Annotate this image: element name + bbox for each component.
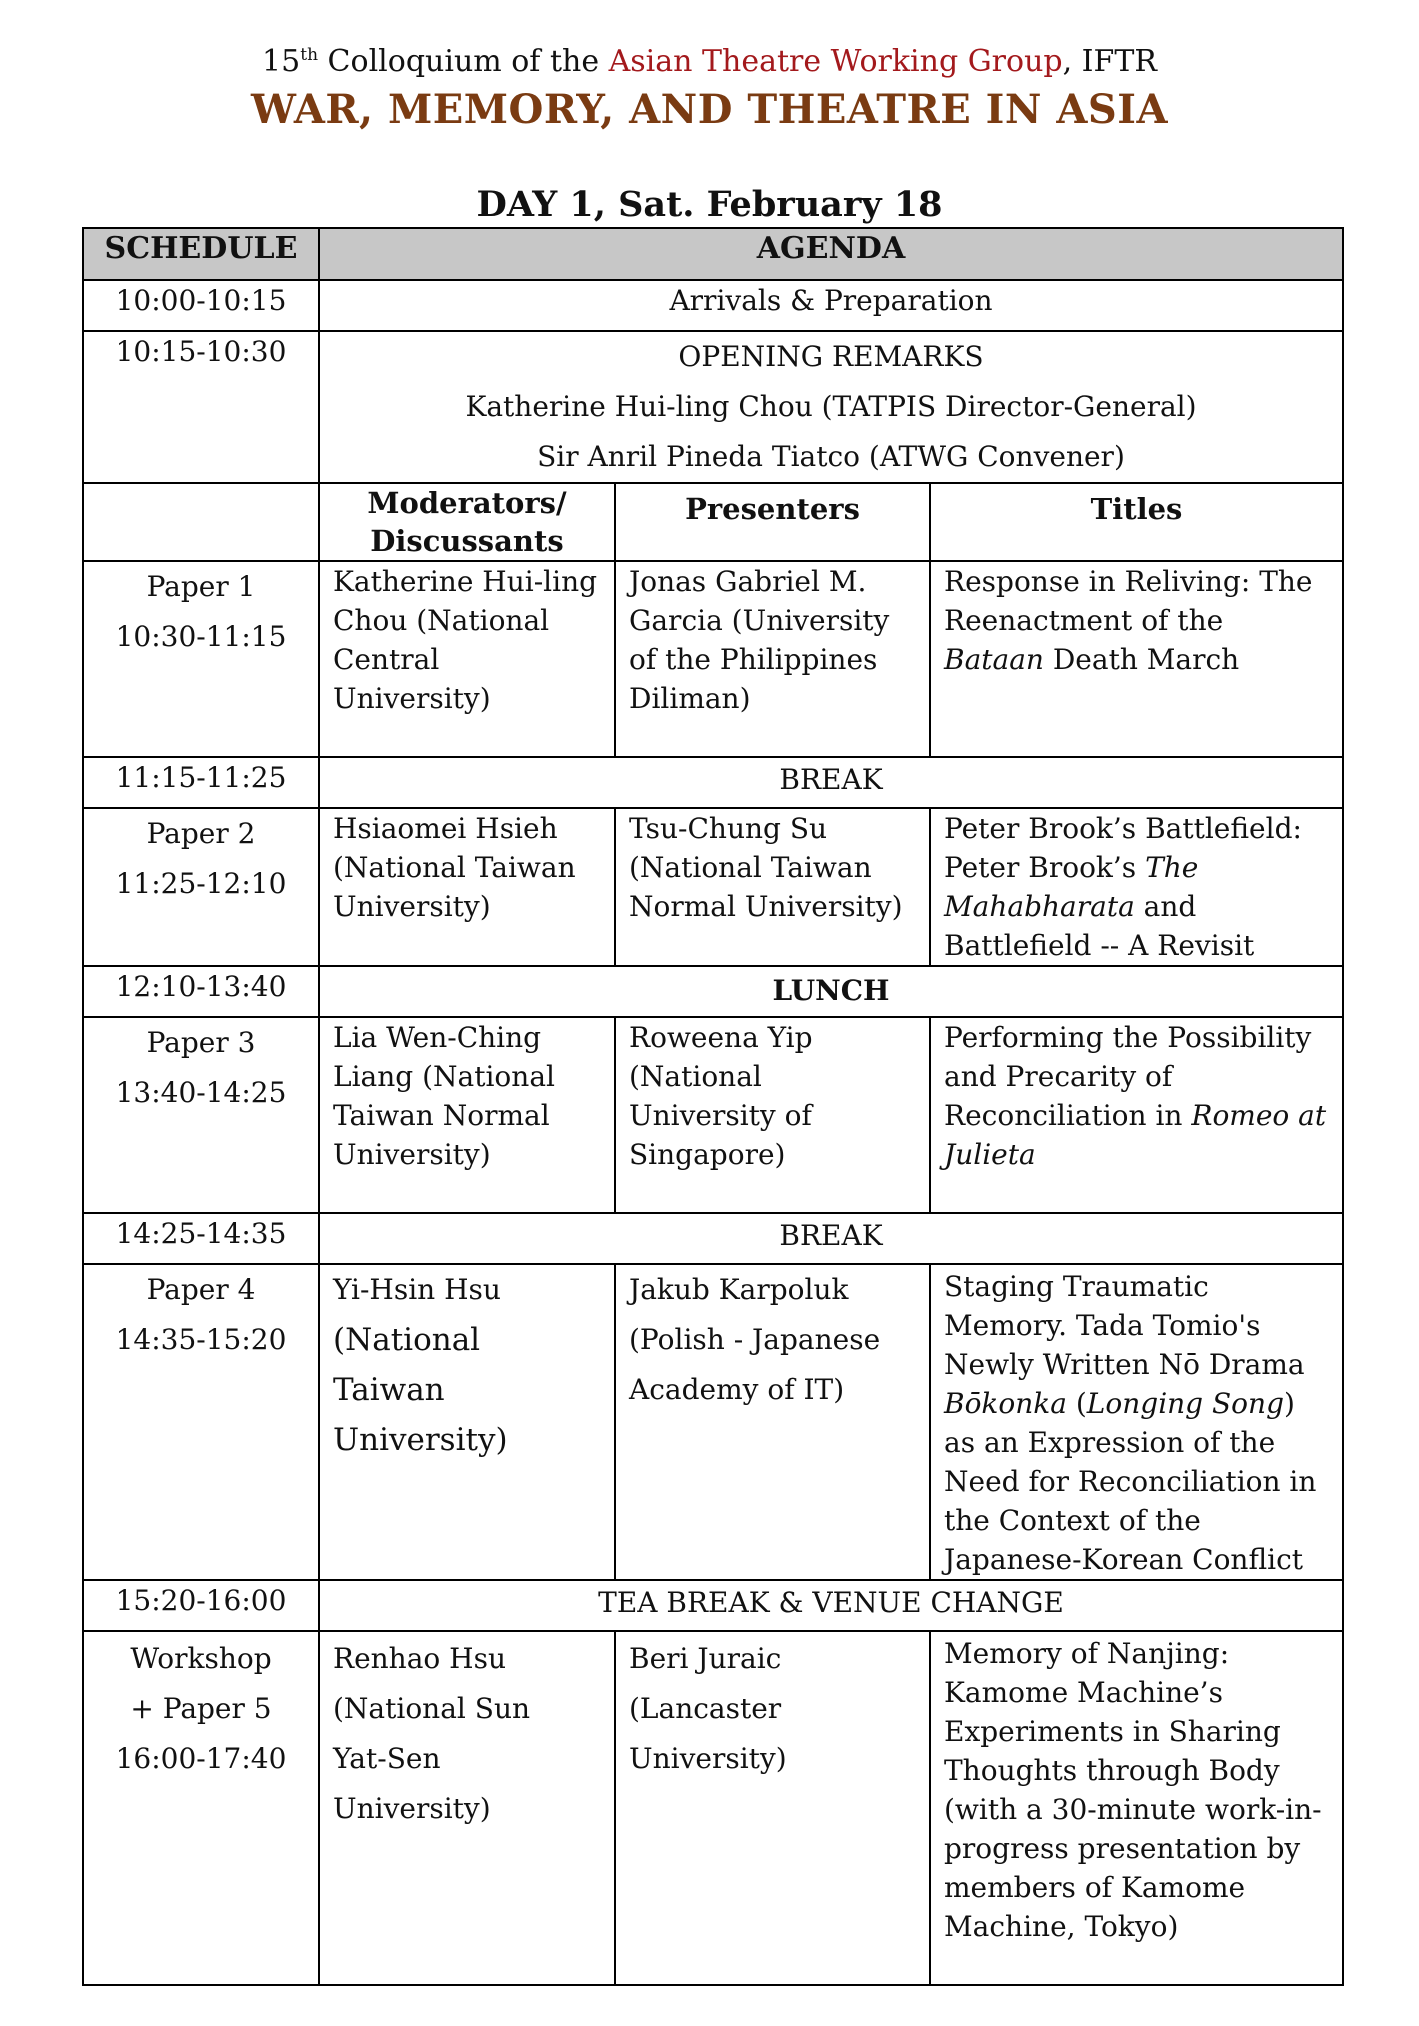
titles-header: Titles xyxy=(930,483,1343,561)
moderators-header: Moderators/ Discussants xyxy=(319,483,615,561)
table-row xyxy=(83,561,1343,757)
presenter-cell: Jonas Gabriel M. Garcia (University of the Philippines Diliman) xyxy=(615,561,930,757)
presenters-header: Presenters xyxy=(615,483,930,561)
tea-break-label: TEA BREAK & VENUE CHANGE xyxy=(319,1580,1343,1631)
table-row xyxy=(83,808,1343,966)
time-cell: 11:15-11:25 xyxy=(83,757,319,808)
time-cell: 14:25-14:35 xyxy=(83,1213,319,1264)
table-row xyxy=(83,1213,1343,1264)
table-row xyxy=(83,1264,1343,1580)
presenter-cell: Beri Juraic (Lancaster University) xyxy=(615,1631,930,1985)
empty-cell xyxy=(83,483,319,561)
lunch-label: LUNCH xyxy=(319,966,1343,1017)
day-title: DAY 1, Sat. February 18 xyxy=(476,184,943,225)
time-cell: 12:10-13:40 xyxy=(83,966,319,1017)
table-row xyxy=(83,966,1343,1017)
page-title: WAR, MEMORY, AND THEATRE IN ASIA xyxy=(250,86,1169,133)
paper-label: Paper 2 11:25-12:10 xyxy=(83,808,319,966)
paper-label: Paper 3 13:40-14:25 xyxy=(83,1017,319,1213)
presenter-cell: Tsu-Chung Su (National Taiwan Normal University) xyxy=(615,808,930,966)
agenda-header: AGENDA xyxy=(319,228,1343,280)
presenter-cell: Roweena Yip (National University of Singapore) xyxy=(615,1017,930,1213)
time-cell: 15:20-16:00 xyxy=(83,1580,319,1631)
table-row xyxy=(83,280,1343,331)
table-row xyxy=(83,1631,1343,1985)
title-cell: Performing the Possibility and Precarity of Reconciliation in Romeo at Julieta xyxy=(930,1017,1343,1213)
moderator-cell: Renhao Hsu (National Sun Yat-Sen University) xyxy=(319,1631,615,1985)
table-row xyxy=(83,757,1343,808)
title-cell: Peter Brook’s Battlefield: Peter Brook’s The Mahabharata and Battlefield -- A Revisit xyxy=(930,808,1343,966)
opening-remarks: OPENING REMARKS Katherine Hui-ling Chou (TATPIS Director-General) Sir Anril Pineda Tiatco (ATWG Convener) xyxy=(319,331,1343,483)
moderator-cell: Hsiaomei Hsieh (National Taiwan University) xyxy=(319,808,615,966)
header-row xyxy=(83,228,1343,280)
break-label: BREAK xyxy=(319,757,1343,808)
working-group-name: Asian Theatre Working Group xyxy=(608,44,1063,79)
agenda-table xyxy=(82,227,1344,1986)
title-cell: Response in Reliving: The Reenactment of the Bataan Death March xyxy=(930,561,1343,757)
paper-label: Paper 1 10:30-11:15 xyxy=(83,561,319,757)
time-cell: 10:00-10:15 xyxy=(83,280,319,331)
paper-label: Paper 4 14:35-15:20 xyxy=(83,1264,319,1580)
table-row xyxy=(83,1017,1343,1213)
agenda-item: Arrivals & Preparation xyxy=(319,280,1343,331)
table-row xyxy=(83,1580,1343,1631)
workshop-label: Workshop + Paper 5 16:00-17:40 xyxy=(83,1631,319,1985)
break-label: BREAK xyxy=(319,1213,1343,1264)
table-row xyxy=(83,331,1343,483)
time-cell: 10:15-10:30 xyxy=(83,331,319,483)
schedule-header: SCHEDULE xyxy=(83,228,319,280)
title-cell: Staging Traumatic Memory. Tada Tomio's Newly Written Nō Drama Bōkonka (Longing Song) as an Expression of the Need for Reconciliation in the Context of the Japanese-Korean Conflict xyxy=(930,1264,1343,1580)
subheader-row xyxy=(83,483,1343,561)
moderator-cell: Katherine Hui-ling Chou (National Central University) xyxy=(319,561,615,757)
title-cell: Memory of Nanjing: Kamome Machine’s Experiments in Sharing Thoughts through Body (with a 30-minute work-in-progress presentation by members of Kamome Machine, Tokyo) xyxy=(930,1631,1343,1985)
presenter-cell: Jakub Karpoluk (Polish - Japanese Academy of IT) xyxy=(615,1264,930,1580)
moderator-cell: Lia Wen-Ching Liang (National Taiwan Normal University) xyxy=(319,1017,615,1213)
moderator-cell: Yi-Hsin Hsu (National Taiwan University) xyxy=(319,1264,615,1580)
colloquium-line: 15th Colloquium of the Asian Theatre Working Group, IFTR xyxy=(262,44,1157,79)
